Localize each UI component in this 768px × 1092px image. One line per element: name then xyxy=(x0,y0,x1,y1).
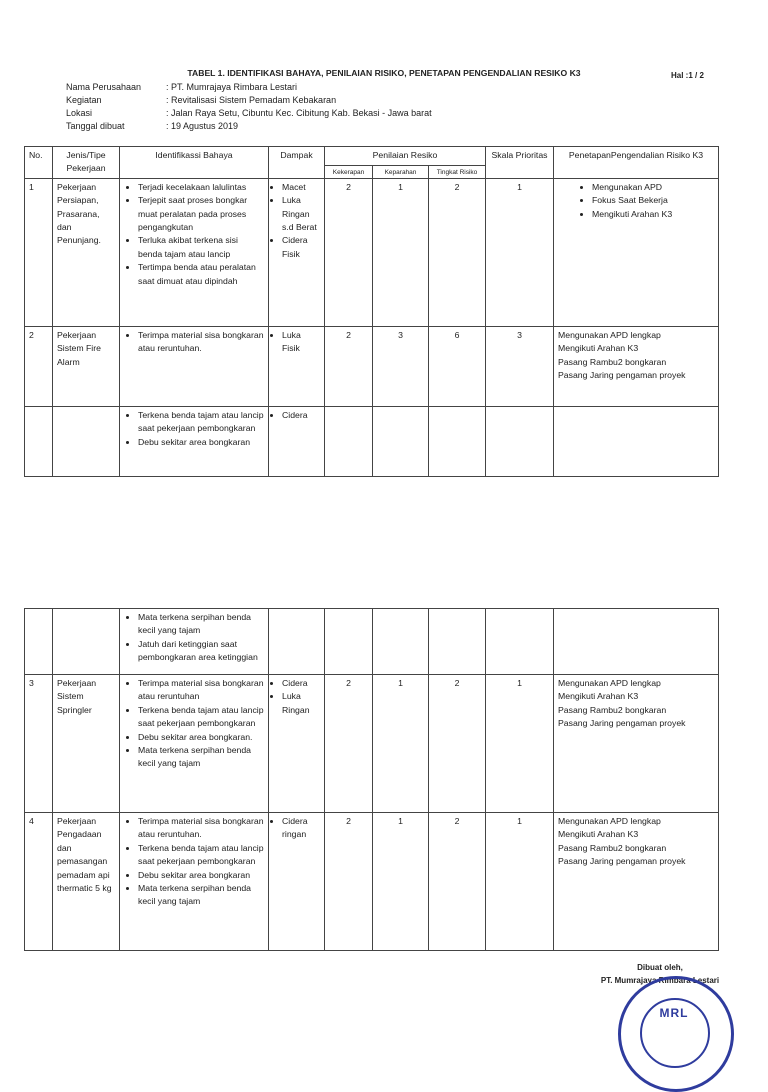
header-tingkat: Tingkat Risiko xyxy=(429,166,486,179)
page-number: Hal :1 / 2 xyxy=(671,71,704,80)
dampak-item: • Cidera xyxy=(282,677,320,690)
meta-row xyxy=(66,94,432,107)
meta-value: : Jalan Raya Setu, Cibuntu Kec. Cibitung Kab. Bekasi - Jawa barat xyxy=(166,108,432,118)
document-meta xyxy=(66,81,432,133)
pengendalian-item: Mengikuti Arahan K3 xyxy=(558,829,639,840)
row-jenis: Pekerjaan Persiapan, Prasarana, dan Penunjang. xyxy=(53,178,120,326)
row-bahaya xyxy=(120,406,269,476)
row-tingkat xyxy=(429,609,486,675)
footer-line-2: PT. Mumrajaya Rimbara Lestari xyxy=(600,976,720,985)
dampak-item: • Cidera Fisik xyxy=(282,234,320,261)
row-tingkat: 2 xyxy=(429,813,486,951)
bahaya-item: • Debu sekitar area bongkaran xyxy=(138,869,264,882)
row-bahaya xyxy=(120,675,269,813)
row-keparahan: 3 xyxy=(373,326,429,406)
pengendalian-item: Mengikuti Arahan K3 xyxy=(558,343,639,354)
bahaya-item: • Tertimpa benda atau peralatan saat dimuat atau dipindah xyxy=(138,261,264,288)
bahaya-item: • Terimpa material sisa bongkaran atau reruntuhan. xyxy=(138,815,264,842)
row-keparahan xyxy=(373,609,429,675)
row-bahaya xyxy=(120,326,269,406)
row-kekerapan xyxy=(325,609,373,675)
bahaya-item: • Terimpa material sisa bongkaran atau reruntuhan. xyxy=(138,329,264,356)
row-pengendalian xyxy=(554,326,719,406)
table-row xyxy=(25,406,719,476)
row-dampak xyxy=(269,813,325,951)
risk-table-continued xyxy=(24,608,719,951)
pengendalian-item: Pasang Rambu2 bongkaran xyxy=(558,704,667,715)
dampak-item: • Macet xyxy=(282,181,320,194)
table-row xyxy=(25,609,719,675)
row-dampak xyxy=(269,609,325,675)
bahaya-item: • Terkena benda tajam atau lancip saat pekerjaan pembongkaran xyxy=(138,842,264,869)
header-no: No. xyxy=(25,147,53,179)
dampak-item: • Cidera xyxy=(282,409,320,422)
row-jenis: Pekerjaan Sistem Springler xyxy=(53,675,120,813)
row-jenis: Pekerjaan Pengadaan dan pemasangan pemadam api thermatic 5 kg xyxy=(53,813,120,951)
row-no: 4 xyxy=(25,813,53,951)
row-pengendalian xyxy=(554,675,719,813)
row-skala: 1 xyxy=(486,813,554,951)
meta-value: : Revitalisasi Sistem Pemadam Kebakaran xyxy=(166,95,337,105)
header-jenis: Jenis/Tipe Pekerjaan xyxy=(53,147,120,179)
dampak-item: • Cidera ringan xyxy=(282,815,320,842)
row-no: 2 xyxy=(25,326,53,406)
row-tingkat xyxy=(429,406,486,476)
table-row xyxy=(25,813,719,951)
bahaya-item: • Terjadi kecelakaan lalulintas xyxy=(138,181,264,194)
header-bahaya: Identifikassi Bahaya xyxy=(120,147,269,179)
pengendalian-item: Pasang Jaring pengaman proyek xyxy=(558,856,686,867)
row-no xyxy=(25,406,53,476)
meta-row xyxy=(66,120,432,133)
document-title: TABEL 1. IDENTIFIKASI BAHAYA, PENILAIAN RISIKO, PENETAPAN PENGENDALIAN RESIKO K3 xyxy=(187,68,581,78)
header-kekerapan: Kekerapan xyxy=(325,166,373,179)
row-jenis: Pekerjaan Sistem Fire Alarm xyxy=(53,326,120,406)
row-tingkat: 2 xyxy=(429,675,486,813)
row-pengendalian xyxy=(554,406,719,476)
row-keparahan: 1 xyxy=(373,178,429,326)
row-kekerapan: 2 xyxy=(325,326,373,406)
pengendalian-item: Pasang Jaring pengaman proyek xyxy=(558,718,686,729)
bahaya-item: • Debu sekitar area bongkaran xyxy=(138,436,264,449)
row-bahaya xyxy=(120,813,269,951)
row-no: 1 xyxy=(25,178,53,326)
row-skala xyxy=(486,609,554,675)
bahaya-item: • Debu sekitar area bongkaran. xyxy=(138,731,264,744)
bahaya-item: • Mata terkena serpihan benda kecil yang tajam xyxy=(138,744,264,771)
bahaya-item: • Terimpa material sisa bongkaran atau reruntuhan xyxy=(138,677,264,704)
table-row xyxy=(25,675,719,813)
row-tingkat: 2 xyxy=(429,178,486,326)
meta-label: Nama Perusahaan xyxy=(66,82,142,92)
row-bahaya xyxy=(120,609,269,675)
header-pengendalian: PenetapanPengendalian Risiko K3 xyxy=(554,147,719,179)
meta-label: Tanggal dibuat xyxy=(66,121,125,131)
row-bahaya xyxy=(120,178,269,326)
dampak-item: • Luka Ringan s.d Berat xyxy=(282,194,320,234)
row-keparahan xyxy=(373,406,429,476)
pengendalian-item: • Fokus Saat Bekerja xyxy=(592,194,714,207)
row-skala: 3 xyxy=(486,326,554,406)
footer-line-1: Dibuat oleh, xyxy=(637,963,683,972)
meta-row xyxy=(66,81,432,94)
row-pengendalian xyxy=(554,609,719,675)
row-pengendalian xyxy=(554,813,719,951)
row-skala: 1 xyxy=(486,178,554,326)
bahaya-item: • Terkena benda tajam atau lancip saat pekerjaan pembongkaran xyxy=(138,409,264,436)
row-kekerapan xyxy=(325,406,373,476)
meta-label: Kegiatan xyxy=(66,95,102,105)
row-keparahan: 1 xyxy=(373,813,429,951)
row-pengendalian xyxy=(554,178,719,326)
bahaya-item: • Terkena benda tajam atau lancip saat pekerjaan pembongkaran xyxy=(138,704,264,731)
row-jenis xyxy=(53,609,120,675)
pengendalian-item: • Mengunakan APD xyxy=(592,181,714,194)
dampak-item: • Luka Fisik xyxy=(282,329,320,356)
pengendalian-item: Mengunakan APD lengkap xyxy=(558,816,661,826)
table-row xyxy=(25,178,719,326)
meta-value: : PT. Mumrajaya Rimbara Lestari xyxy=(166,82,298,92)
dampak-item: • Luka Ringan xyxy=(282,690,320,717)
pengendalian-item: • Mengikuti Arahan K3 xyxy=(592,208,714,221)
row-skala xyxy=(486,406,554,476)
row-kekerapan: 2 xyxy=(325,813,373,951)
risk-table xyxy=(24,146,719,477)
table-row xyxy=(25,326,719,406)
pengendalian-item: Pasang Rambu2 bongkaran xyxy=(558,356,667,367)
row-no xyxy=(25,609,53,675)
stamp-text: MRL xyxy=(659,1006,689,1020)
row-dampak xyxy=(269,675,325,813)
row-keparahan: 1 xyxy=(373,675,429,813)
pengendalian-item: Mengunakan APD lengkap xyxy=(558,329,661,340)
pengendalian-item: Pasang Jaring pengaman proyek xyxy=(558,370,686,381)
bahaya-item: • Terjepit saat proses bongkar muat peralatan pada proses pengangkutan xyxy=(138,194,264,234)
pengendalian-item: Mengunakan APD lengkap xyxy=(558,678,661,688)
header-dampak: Dampak xyxy=(269,147,325,179)
bahaya-item: • Mata terkena serpihan benda kecil yang tajam xyxy=(138,882,264,909)
row-skala: 1 xyxy=(486,675,554,813)
header-keparahan: Keparahan xyxy=(373,166,429,179)
header-penilaian: Penilaian Resiko xyxy=(325,147,486,166)
row-tingkat: 6 xyxy=(429,326,486,406)
row-kekerapan: 2 xyxy=(325,178,373,326)
bahaya-item: • Mata terkena serpihan benda kecil yang tajam xyxy=(138,611,264,638)
pengendalian-item: Pasang Rambu2 bongkaran xyxy=(558,842,667,853)
row-no: 3 xyxy=(25,675,53,813)
header-skala: Skala Prioritas xyxy=(486,147,554,179)
bahaya-item: • Terluka akibat terkena sisi benda tajam atau lancip xyxy=(138,234,264,261)
row-jenis xyxy=(53,406,120,476)
meta-row xyxy=(66,107,432,120)
row-dampak xyxy=(269,178,325,326)
bahaya-item: • Jatuh dari ketinggian saat pembongkaran area ketinggian xyxy=(138,638,264,665)
row-dampak xyxy=(269,326,325,406)
meta-label: Lokasi xyxy=(66,108,93,118)
meta-value: : 19 Agustus 2019 xyxy=(166,121,239,131)
pengendalian-item: Mengikuti Arahan K3 xyxy=(558,691,639,702)
row-kekerapan: 2 xyxy=(325,675,373,813)
row-dampak xyxy=(269,406,325,476)
